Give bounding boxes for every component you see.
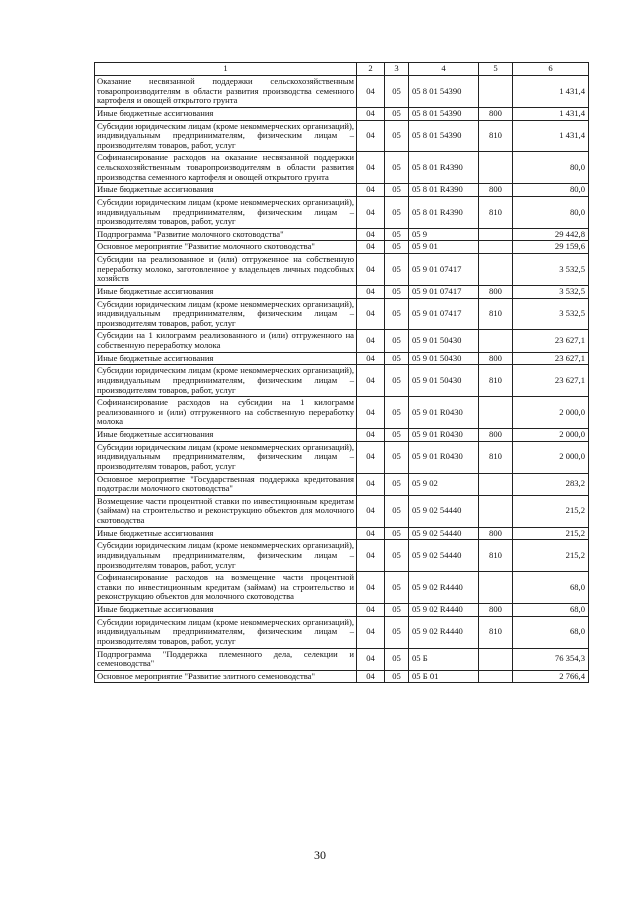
row-name-cell: Софинансирование расходов на оказание несвязанной поддержки сельскохозяйственным товаропроизводителям в области развития производства семенного картофеля и овощей открытого грунта [95,152,357,184]
row-amount-cell: 215,2 [513,495,589,527]
row-amount-cell: 3 532,5 [513,298,589,330]
row-amount-cell: 2 000,0 [513,429,589,442]
row-name-cell: Иные бюджетные ассигнования [95,527,357,540]
row-target-code-cell: 05 9 02 54440 [409,527,479,540]
row-expense-type-cell: 810 [479,365,513,397]
row-target-code-cell: 05 9 [409,228,479,241]
row-name-cell: Иные бюджетные ассигнования [95,604,357,617]
table-row [95,330,589,352]
row-subsection-cell: 05 [385,473,409,495]
row-amount-cell: 1 431,4 [513,107,589,120]
row-subsection-cell: 05 [385,241,409,254]
row-section-cell: 04 [357,241,385,254]
header-col-4: 4 [409,63,479,76]
row-target-code-cell: 05 9 01 07417 [409,285,479,298]
row-target-code-cell: 05 9 01 R0430 [409,429,479,442]
table-row [95,527,589,540]
row-expense-type-cell [479,152,513,184]
row-section-cell: 04 [357,184,385,197]
row-target-code-cell: 05 9 02 54440 [409,495,479,527]
row-section-cell: 04 [357,285,385,298]
row-expense-type-cell: 810 [479,441,513,473]
row-subsection-cell: 05 [385,196,409,228]
row-section-cell: 04 [357,473,385,495]
row-subsection-cell: 05 [385,441,409,473]
row-amount-cell: 29 442,8 [513,228,589,241]
row-amount-cell: 215,2 [513,527,589,540]
row-subsection-cell: 05 [385,527,409,540]
row-section-cell: 04 [357,365,385,397]
row-expense-type-cell [479,495,513,527]
row-section-cell: 04 [357,540,385,572]
row-expense-type-cell: 810 [479,540,513,572]
row-amount-cell: 3 532,5 [513,285,589,298]
row-name-cell: Иные бюджетные ассигнования [95,107,357,120]
row-section-cell: 04 [357,330,385,352]
row-expense-type-cell: 810 [479,298,513,330]
table-body [95,63,589,683]
row-amount-cell: 215,2 [513,540,589,572]
row-amount-cell: 76 354,3 [513,648,589,670]
row-name-cell: Субсидии юридическим лицам (кроме некоммерческих организаций), индивидуальным предпринимателям, физическим лицам – производителям товаров, работ, услуг [95,120,357,152]
table-row [95,648,589,670]
row-section-cell: 04 [357,604,385,617]
row-target-code-cell: 05 9 02 [409,473,479,495]
row-section-cell: 04 [357,441,385,473]
row-subsection-cell: 05 [385,330,409,352]
row-subsection-cell: 05 [385,152,409,184]
row-amount-cell: 2 766,4 [513,670,589,683]
row-target-code-cell: 05 9 01 50430 [409,330,479,352]
row-subsection-cell: 05 [385,352,409,365]
row-subsection-cell: 05 [385,616,409,648]
row-target-code-cell: 05 8 01 R4390 [409,152,479,184]
header-col-3: 3 [385,63,409,76]
row-name-cell: Подпрограмма "Поддержка племенного дела, селекции и семеноводства" [95,648,357,670]
row-subsection-cell: 05 [385,670,409,683]
row-target-code-cell: 05 8 01 54390 [409,120,479,152]
row-amount-cell: 3 532,5 [513,254,589,286]
table-row [95,473,589,495]
row-expense-type-cell [479,76,513,108]
row-name-cell: Субсидии на 1 килограмм реализованного и (или) отгруженного на собственную переработку молока [95,330,357,352]
row-target-code-cell: 05 9 02 R4440 [409,572,479,604]
row-subsection-cell: 05 [385,107,409,120]
row-name-cell: Субсидии юридическим лицам (кроме некоммерческих организаций), индивидуальным предпринимателям, физическим лицам – производителям товаров, работ, услуг [95,365,357,397]
row-amount-cell: 68,0 [513,604,589,617]
row-target-code-cell: 05 9 01 R0430 [409,441,479,473]
row-expense-type-cell [479,330,513,352]
row-amount-cell: 68,0 [513,572,589,604]
row-amount-cell: 2 000,0 [513,397,589,429]
row-expense-type-cell [479,228,513,241]
row-section-cell: 04 [357,429,385,442]
row-expense-type-cell [479,648,513,670]
row-amount-cell: 23 627,1 [513,365,589,397]
row-amount-cell: 1 431,4 [513,76,589,108]
row-target-code-cell: 05 9 01 50430 [409,365,479,397]
row-name-cell: Софинансирование расходов на субсидии на 1 килограмм реализованного и (или) отгруженного на собственную переработку молока [95,397,357,429]
row-name-cell: Субсидии юридическим лицам (кроме некоммерческих организаций), индивидуальным предпринимателям, физическим лицам – производителям товаров, работ, услуг [95,196,357,228]
row-name-cell: Субсидии на реализованное и (или) отгруженное на собственную переработку молоко, заготовленное у владельцев личных подсобных хозяйств [95,254,357,286]
row-name-cell: Субсидии юридическим лицам (кроме некоммерческих организаций), индивидуальным предпринимателям, физическим лицам – производителям товаров, работ, услуг [95,540,357,572]
row-section-cell: 04 [357,352,385,365]
table-row [95,540,589,572]
row-amount-cell: 23 627,1 [513,330,589,352]
row-amount-cell: 283,2 [513,473,589,495]
row-section-cell: 04 [357,670,385,683]
table-row [95,670,589,683]
row-name-cell: Иные бюджетные ассигнования [95,184,357,197]
row-expense-type-cell: 800 [479,352,513,365]
budget-table [94,62,589,683]
row-expense-type-cell: 810 [479,196,513,228]
table-row [95,616,589,648]
row-name-cell: Субсидии юридическим лицам (кроме некоммерческих организаций), индивидуальным предпринимателям, физическим лицам – производителям товаров, работ, услуг [95,298,357,330]
row-subsection-cell: 05 [385,540,409,572]
header-col-5: 5 [479,63,513,76]
row-section-cell: 04 [357,196,385,228]
table-row [95,107,589,120]
row-section-cell: 04 [357,572,385,604]
row-expense-type-cell: 800 [479,184,513,197]
row-section-cell: 04 [357,616,385,648]
row-name-cell: Основное мероприятие "Развитие элитного семеноводства" [95,670,357,683]
page-number: 30 [314,848,326,862]
row-subsection-cell: 05 [385,120,409,152]
row-subsection-cell: 05 [385,604,409,617]
row-target-code-cell: 05 9 01 50430 [409,352,479,365]
row-name-cell: Иные бюджетные ассигнования [95,285,357,298]
row-section-cell: 04 [357,228,385,241]
row-subsection-cell: 05 [385,76,409,108]
row-name-cell: Иные бюджетные ассигнования [95,429,357,442]
table-row [95,352,589,365]
row-target-code-cell: 05 8 01 R4390 [409,184,479,197]
table-row [95,120,589,152]
row-target-code-cell: 05 9 02 54440 [409,540,479,572]
row-subsection-cell: 05 [385,648,409,670]
row-expense-type-cell: 810 [479,120,513,152]
row-amount-cell: 68,0 [513,616,589,648]
row-section-cell: 04 [357,298,385,330]
row-section-cell: 04 [357,254,385,286]
row-amount-cell: 80,0 [513,184,589,197]
header-row [95,63,589,76]
row-amount-cell: 80,0 [513,152,589,184]
row-name-cell: Подпрограмма "Развитие молочного скотоводства" [95,228,357,241]
table-row [95,241,589,254]
row-section-cell: 04 [357,495,385,527]
row-subsection-cell: 05 [385,285,409,298]
table-row [95,441,589,473]
row-expense-type-cell: 800 [479,527,513,540]
row-target-code-cell: 05 9 01 07417 [409,254,479,286]
row-section-cell: 04 [357,76,385,108]
row-subsection-cell: 05 [385,228,409,241]
row-expense-type-cell [479,572,513,604]
row-name-cell: Возмещение части процентной ставки по инвестиционным кредитам (займам) на строительство и реконструкцию объектов для молочного скотоводства [95,495,357,527]
row-target-code-cell: 05 9 02 R4440 [409,604,479,617]
row-name-cell: Основное мероприятие "Государственная поддержка кредитования подотрасли молочного скотоводства" [95,473,357,495]
row-section-cell: 04 [357,107,385,120]
row-target-code-cell: 05 9 01 R0430 [409,397,479,429]
row-expense-type-cell: 800 [479,107,513,120]
header-col-1: 1 [95,63,357,76]
row-expense-type-cell: 800 [479,285,513,298]
table-row [95,365,589,397]
row-section-cell: 04 [357,527,385,540]
row-name-cell: Оказание несвязанной поддержки сельскохозяйственным товаропроизводителям в области развития производства семенного картофеля и овощей открытого грунта [95,76,357,108]
row-subsection-cell: 05 [385,397,409,429]
table-row [95,254,589,286]
table-row [95,495,589,527]
row-amount-cell: 23 627,1 [513,352,589,365]
row-name-cell: Субсидии юридическим лицам (кроме некоммерческих организаций), индивидуальным предпринимателям, физическим лицам – производителям товаров, работ, услуг [95,616,357,648]
table-row [95,429,589,442]
row-section-cell: 04 [357,397,385,429]
row-amount-cell: 1 431,4 [513,120,589,152]
row-expense-type-cell [479,397,513,429]
row-target-code-cell: 05 Б 01 [409,670,479,683]
table-row [95,76,589,108]
table-row [95,285,589,298]
row-name-cell: Субсидии юридическим лицам (кроме некоммерческих организаций), индивидуальным предпринимателям, физическим лицам – производителям товаров, работ, услуг [95,441,357,473]
row-amount-cell: 2 000,0 [513,441,589,473]
row-target-code-cell: 05 9 02 R4440 [409,616,479,648]
row-section-cell: 04 [357,152,385,184]
row-expense-type-cell: 810 [479,616,513,648]
table-row [95,298,589,330]
header-col-6: 6 [513,63,589,76]
row-expense-type-cell [479,254,513,286]
row-amount-cell: 80,0 [513,196,589,228]
table-row [95,184,589,197]
row-amount-cell: 29 159,6 [513,241,589,254]
table-row [95,196,589,228]
row-target-code-cell: 05 9 01 07417 [409,298,479,330]
row-name-cell: Иные бюджетные ассигнования [95,352,357,365]
row-target-code-cell: 05 Б [409,648,479,670]
row-subsection-cell: 05 [385,298,409,330]
row-expense-type-cell [479,473,513,495]
row-target-code-cell: 05 9 01 [409,241,479,254]
table-row [95,397,589,429]
table-row [95,572,589,604]
table-row [95,152,589,184]
row-section-cell: 04 [357,120,385,152]
row-expense-type-cell: 800 [479,429,513,442]
row-expense-type-cell [479,670,513,683]
row-target-code-cell: 05 8 01 54390 [409,76,479,108]
row-section-cell: 04 [357,648,385,670]
row-expense-type-cell: 800 [479,604,513,617]
header-col-2: 2 [357,63,385,76]
row-name-cell: Основное мероприятие "Развитие молочного скотоводства" [95,241,357,254]
table-row [95,228,589,241]
row-subsection-cell: 05 [385,184,409,197]
table-row [95,604,589,617]
row-subsection-cell: 05 [385,254,409,286]
row-subsection-cell: 05 [385,495,409,527]
row-target-code-cell: 05 8 01 R4390 [409,196,479,228]
row-target-code-cell: 05 8 01 54390 [409,107,479,120]
row-subsection-cell: 05 [385,365,409,397]
row-subsection-cell: 05 [385,572,409,604]
row-expense-type-cell [479,241,513,254]
row-subsection-cell: 05 [385,429,409,442]
row-name-cell: Софинансирование расходов на возмещение части процентной ставки по инвестиционным кредитам (займам) на строительство и реконструкцию объектов для молочного скотоводства [95,572,357,604]
